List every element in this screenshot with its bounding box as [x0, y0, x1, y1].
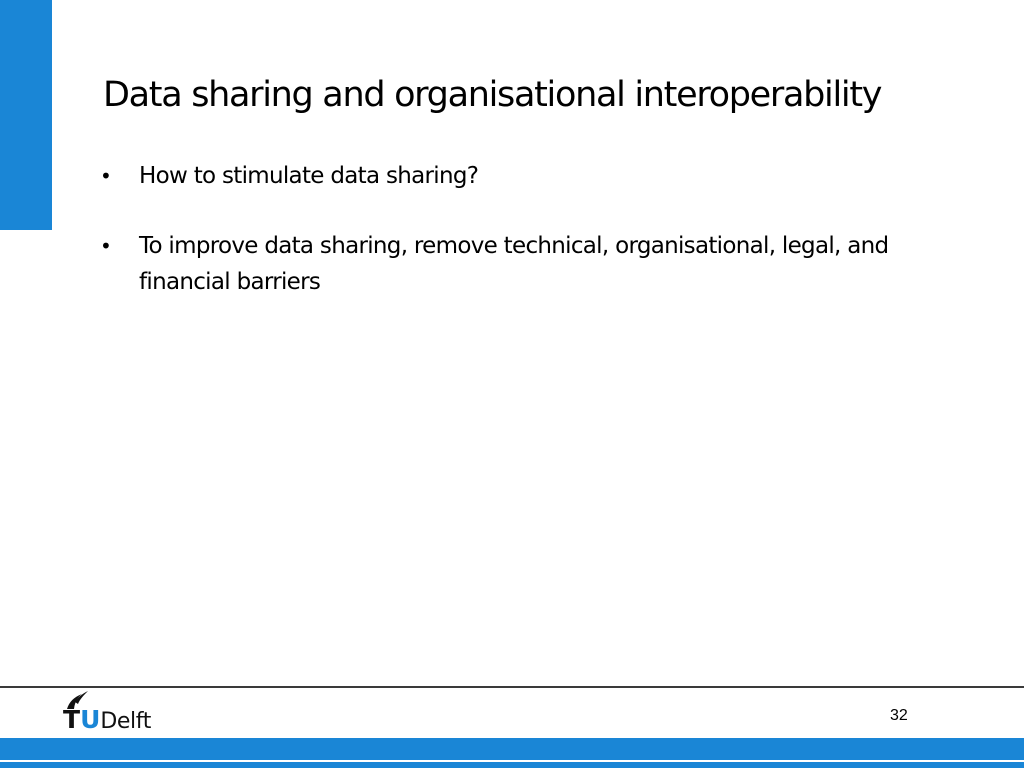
- accent-bar: [0, 0, 52, 230]
- bullet-marker: •: [100, 234, 112, 258]
- bottom-band: [0, 738, 1024, 768]
- footer-divider: [0, 686, 1024, 688]
- bottom-band-line: [0, 760, 1024, 762]
- bullet-list: [100, 158, 980, 334]
- bullet-item: [100, 158, 980, 194]
- logo-delft-text: Delft: [100, 709, 151, 734]
- slide-title: Data sharing and organisational interoperability: [103, 75, 882, 115]
- tudelft-logo: [63, 690, 173, 736]
- bullet-marker: •: [100, 164, 112, 188]
- bullet-text: To improve data sharing, remove technical, organisational, legal, and financial barriers: [139, 233, 889, 295]
- page-number: 32: [890, 707, 908, 724]
- bullet-item: [100, 228, 980, 300]
- logo-letter-u: U: [80, 705, 101, 734]
- logo-letter-t: T: [63, 705, 81, 734]
- logo-wordmark: [63, 705, 151, 735]
- bullet-text: How to stimulate data sharing?: [139, 163, 479, 189]
